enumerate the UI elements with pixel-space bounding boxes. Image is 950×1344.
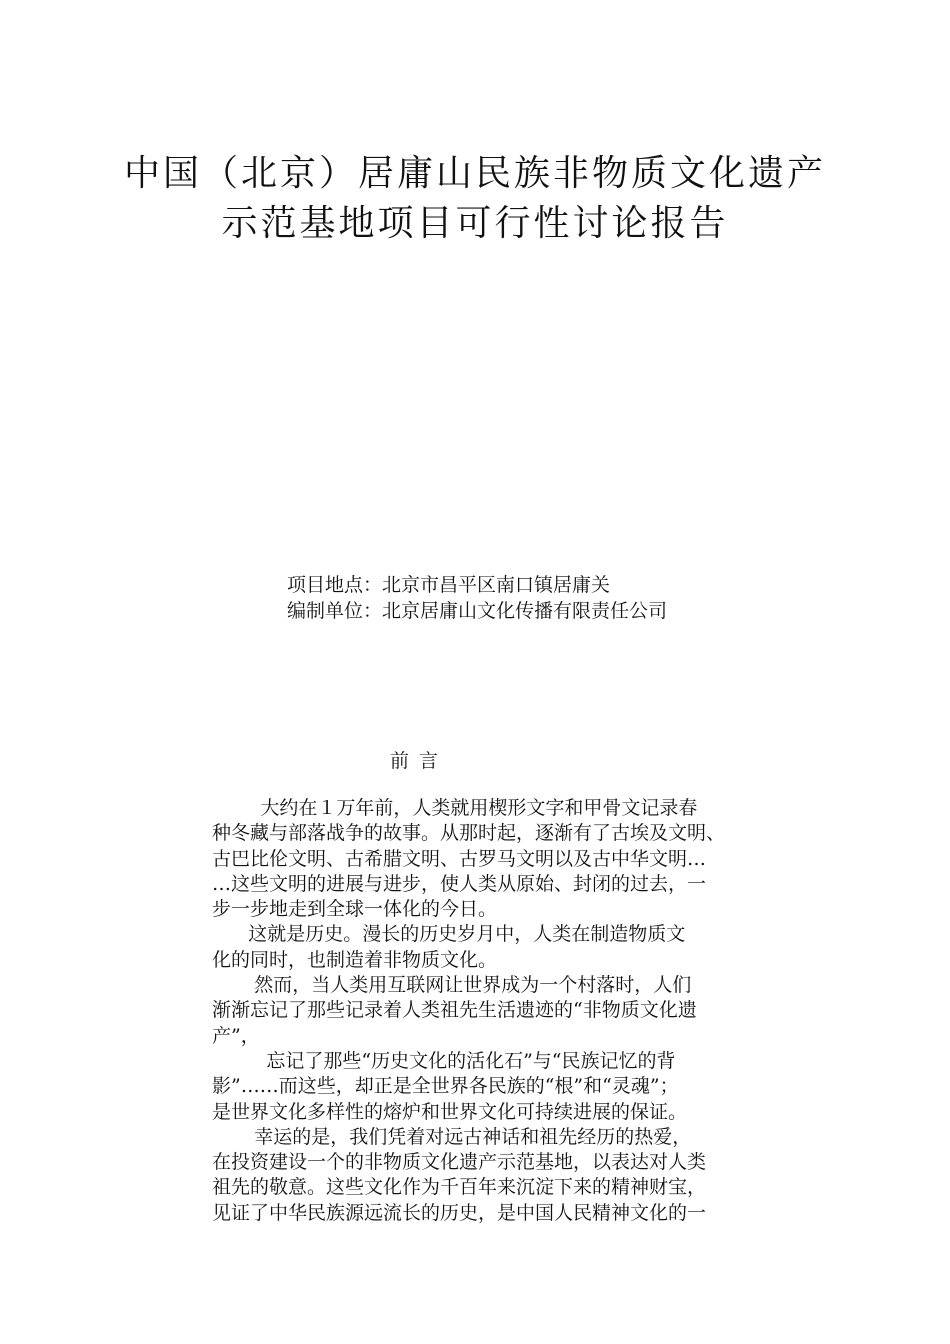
preface-line: 见证了中华民族源远流长的历史，是中国人民精神文化的一 (212, 1201, 707, 1224)
preface-line: 影”……而这些，却正是全世界各民族的“根”和“灵魂”； (212, 1075, 679, 1098)
document-title-line-1: 中国（北京）居庸山民族非物质文化遗产 (123, 153, 826, 194)
preface-line: 这就是历史。漫长的历史岁月中，人类在制造物质文 (212, 923, 686, 946)
preface-heading: 前言 (390, 750, 449, 772)
preface-line: 是世界文化多样性的熔炉和世界文化可持续进展的保证。 (212, 1100, 688, 1123)
document-title-line-2: 示范基地项目可行性讨论报告 (221, 203, 729, 244)
preface-line: 祖先的敬意。这些文化作为千百年来沉淀下来的精神财宝， (212, 1176, 707, 1199)
preface-line: …这些文明的进展与进步，使人类从原始、封闭的过去，一 (212, 872, 707, 895)
preface-line: 古巴比伦文明、古希腊文明、古罗马文明以及古中华文明… (212, 847, 707, 870)
preface-line: 步一步地走到全球一体化的今日。 (212, 898, 498, 921)
preface-line: 化的同时，也制造着非物质文化。 (212, 948, 498, 971)
preface-line: 大约在１万年前，人类就用楔形文字和甲骨文记录春 (212, 797, 698, 819)
preface-line: 忘记了那些“历史文化的活化石”与“民族记忆的背 (212, 1049, 676, 1072)
preface-line: 渐渐忘记了那些记录着人类祖先生活遗迹的“非物质文化遗 (212, 999, 697, 1022)
preface-line: 产”， (212, 1024, 260, 1047)
compiling-organization: 编制单位：北京居庸山文化传播有限责任公司 (287, 600, 668, 622)
preface-line: 然而，当人类用互联网让世界成为一个村落时，人们 (212, 974, 692, 997)
preface-line: 种冬藏与部落战争的故事。从那时起，逐渐有了古埃及文明、 (212, 822, 726, 845)
preface-line: 在投资建设一个的非物质文化遗产示范基地，以表达对人类 (212, 1151, 707, 1174)
preface-line: 幸运的是，我们凭着对远古神话和祖先经历的热爱， (212, 1125, 692, 1148)
project-location: 项目地点：北京市昌平区南口镇居庸关 (287, 574, 611, 596)
preface-body (212, 796, 808, 1226)
